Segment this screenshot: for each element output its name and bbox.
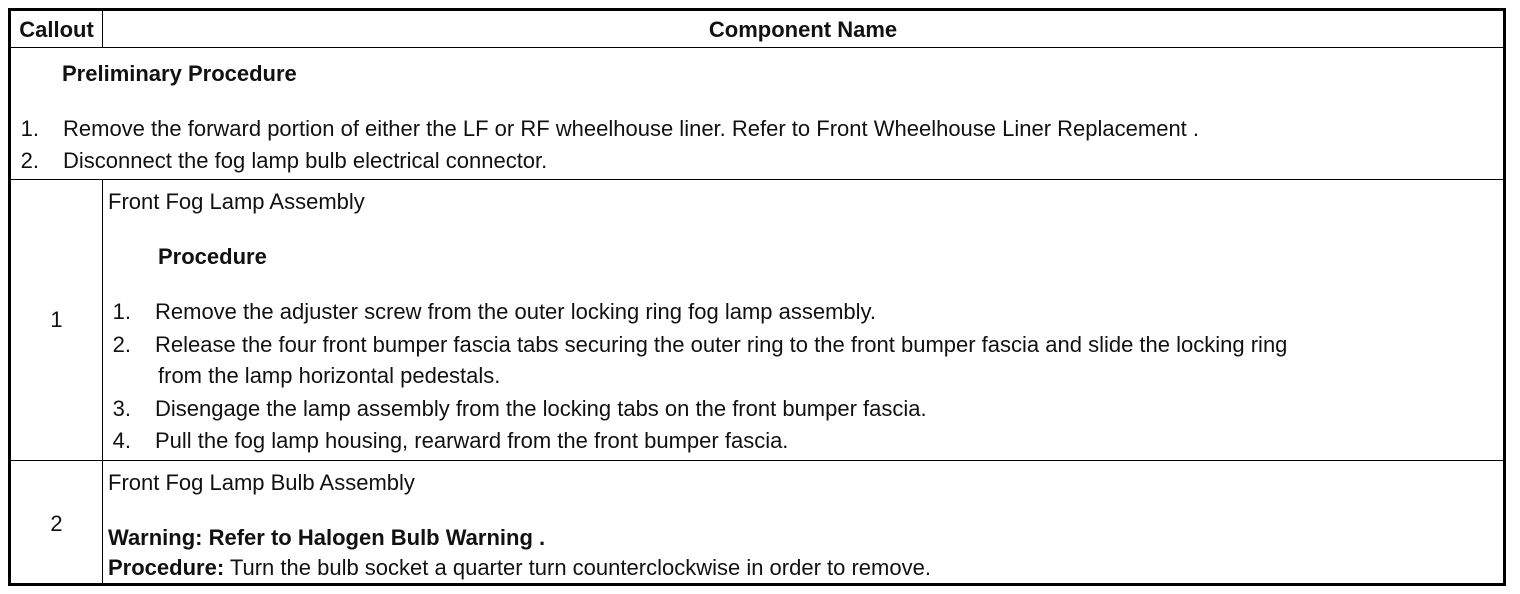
list-item: [103, 332, 1287, 358]
component-name-column-header: Component Name: [708, 16, 898, 42]
table-header-row: [11, 11, 1503, 48]
list-item: [11, 148, 547, 174]
step-number: 2.: [112, 332, 131, 357]
table-row: [11, 180, 1503, 461]
list-item: [103, 428, 788, 454]
callout-cell: 2: [11, 461, 103, 586]
callout-cell: 1: [11, 180, 103, 460]
step-text: Pull the fog lamp housing, rearward from the front bumper fascia.: [155, 428, 789, 453]
warning-text: Warning: Refer to Halogen Bulb Warning .: [108, 525, 546, 550]
procedure-text: Turn the bulb socket a quarter turn counterclockwise in order to remove.: [224, 555, 931, 580]
table-row: [11, 461, 1503, 586]
step-text: Remove the forward portion of either the LF or RF wheelhouse liner. Refer to Front Wheelhouse Liner Replacement .: [63, 116, 1200, 141]
step-number: 4.: [112, 428, 131, 453]
step-text: Disengage the lamp assembly from the locking tabs on the front bumper fascia.: [155, 396, 927, 421]
component-cell: [103, 180, 1503, 460]
step-number: 3.: [112, 396, 131, 421]
list-item: [103, 299, 876, 325]
procedure-line: [108, 555, 931, 581]
component-name: Front Fog Lamp Bulb Assembly: [108, 470, 415, 495]
step-text: Remove the adjuster screw from the outer locking ring fog lamp assembly.: [155, 299, 877, 324]
callout-column-header: Callout: [11, 11, 103, 48]
step-number: 1.: [112, 299, 131, 324]
preliminary-procedure-title: Preliminary Procedure: [62, 61, 297, 86]
component-name: Front Fog Lamp Assembly: [108, 189, 365, 214]
component-cell: [103, 461, 1503, 586]
step-number: 2.: [20, 148, 39, 173]
procedure-title: Procedure: [158, 244, 267, 269]
procedure-label: Procedure:: [108, 555, 225, 580]
step-text: Release the four front bumper fascia tabs securing the outer ring to the front bumper fascia and slide the locking ring: [155, 332, 1288, 357]
step-number: 1.: [20, 116, 39, 141]
preliminary-procedure-section: [11, 48, 1503, 180]
list-item: [103, 396, 927, 422]
step-text-continuation: from the lamp horizontal pedestals.: [158, 363, 501, 388]
step-text: Disconnect the fog lamp bulb electrical connector.: [63, 148, 548, 173]
component-table: [8, 8, 1506, 586]
list-item: [11, 116, 1199, 142]
